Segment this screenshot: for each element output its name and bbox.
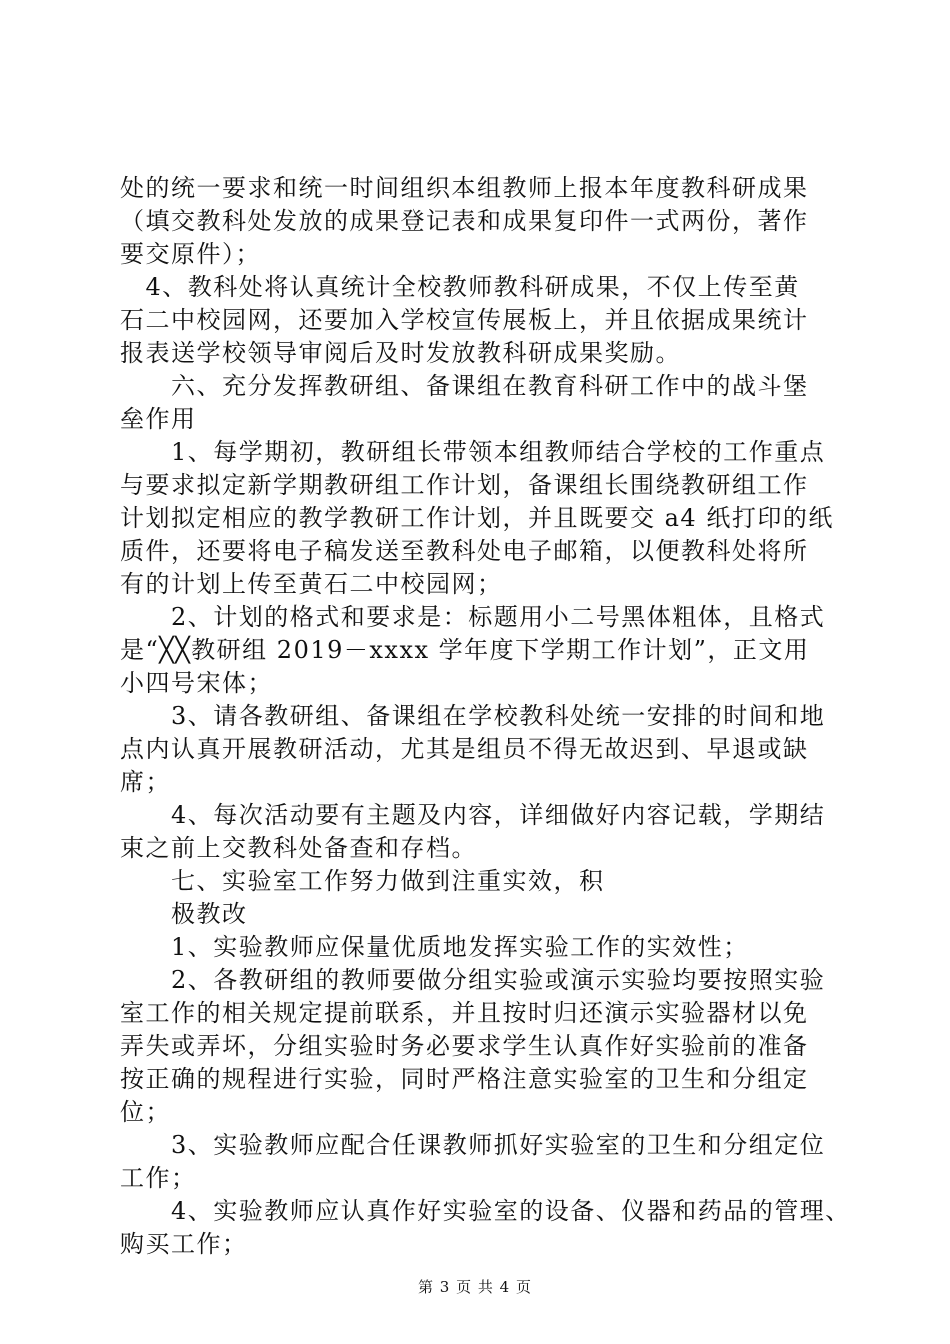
text-line: 工作；	[120, 1164, 197, 1192]
text-line: 报表送学校领导审阅后及时发放教科研成果奖励。	[120, 339, 681, 367]
text-line: 七、实验室工作努力做到注重实效，积	[120, 867, 605, 895]
text-line: 3、请各教研组、备课组在学校教科处统一安排的时间和地	[120, 702, 826, 730]
text-line: 质件，还要将电子稿发送至教科处电子邮箱，以便教科处将所	[120, 537, 809, 565]
text-line: 4、实验教师应认真作好实验室的设备、仪器和药品的管理、	[120, 1197, 851, 1225]
text-line: 处的统一要求和统一时间组织本组教师上报本年度教科研成果	[120, 174, 809, 202]
text-line: 2、各教研组的教师要做分组实验或演示实验均要按照实验	[120, 966, 826, 994]
text-line: 小四号宋体；	[120, 669, 273, 697]
text-line: 位；	[120, 1098, 171, 1126]
text-line: 弄失或弄坏，分组实验时务必要求学生认真作好实验前的准备	[120, 1032, 809, 1060]
text-line: 六、充分发挥教研组、备课组在教育科研工作中的战斗堡	[120, 372, 809, 400]
text-line: 计划拟定相应的教学教研工作计划，并且既要交 a4 纸打印的纸	[120, 504, 834, 532]
text-line: 石二中校园网，还要加入学校宣传展板上，并且依据成果统计	[120, 306, 809, 334]
text-line: 室工作的相关规定提前联系，并且按时归还演示实验器材以免	[120, 999, 809, 1027]
text-line: 垒作用	[120, 405, 197, 433]
text-line: 3、实验教师应配合任课教师抓好实验室的卫生和分组定位	[120, 1131, 826, 1159]
text-line: 点内认真开展教研活动，尤其是组员不得无故迟到、早退或缺	[120, 735, 809, 763]
text-line: 要交原件）；	[120, 240, 261, 268]
text-line: 席；	[120, 768, 171, 796]
text-line: 购买工作；	[120, 1230, 248, 1258]
text-line: 是“╳╳教研组 2019－xxxx 学年度下学期工作计划”，正文用	[120, 636, 810, 664]
text-line: 与要求拟定新学期教研组工作计划，备课组长围绕教研组工作	[120, 471, 809, 499]
text-line: 1、每学期初，教研组长带领本组教师结合学校的工作重点	[120, 438, 826, 466]
text-line: 2、计划的格式和要求是：标题用小二号黑体粗体，且格式	[120, 603, 826, 631]
text-line: 1、实验教师应保量优质地发挥实验工作的实效性；	[120, 933, 749, 961]
text-line: 极教改	[120, 900, 248, 928]
text-line: （填交教科处发放的成果登记表和成果复印件一式两份，著作	[120, 207, 809, 235]
text-line: 按正确的规程进行实验，同时严格注意实验室的卫生和分组定	[120, 1065, 809, 1093]
text-line: 有的计划上传至黄石二中校园网；	[120, 570, 503, 598]
body-text	[120, 172, 851, 1261]
text-line: 4、教科处将认真统计全校教师教科研成果，不仅上传至黄	[120, 273, 800, 301]
text-line: 4、每次活动要有主题及内容，详细做好内容记载，学期结	[120, 801, 826, 829]
page-footer: 第 3 页 共 4 页	[418, 1278, 532, 1296]
text-line: 束之前上交教科处备查和存档。	[120, 834, 477, 862]
